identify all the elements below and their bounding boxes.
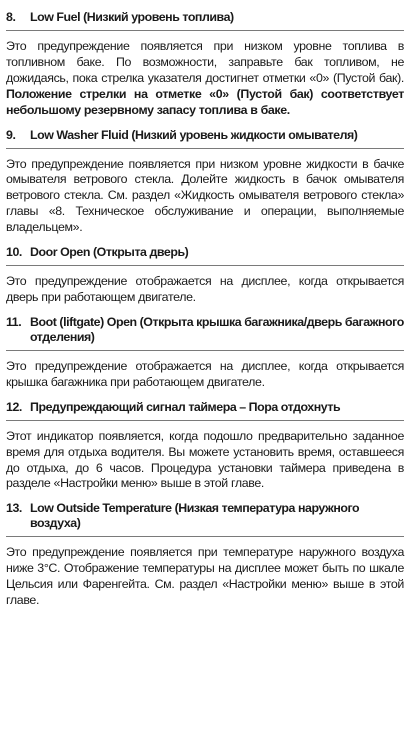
- section-heading: [6, 10, 404, 25]
- section-heading: [6, 315, 404, 345]
- section-divider: [6, 30, 404, 31]
- section-body: [6, 39, 404, 119]
- section-number: 9.: [6, 127, 16, 142]
- section-heading: [6, 501, 404, 531]
- section-heading: [6, 128, 404, 143]
- section-number: 12.: [6, 399, 22, 414]
- section-title: Low Washer Fluid (Низкий уровень жидкости омывателя): [30, 127, 358, 142]
- section-divider: [6, 148, 404, 149]
- section-heading: [6, 245, 404, 260]
- section-heading: [6, 400, 404, 415]
- section-body-bold-text: Положение стрелки на отметке «0» (Пустой бак) соответствует небольшому резервному запасу топлива в баке.: [6, 86, 404, 117]
- section-number: 8.: [6, 10, 16, 24]
- section-low-washer-fluid: [6, 128, 404, 237]
- section-title: Low Fuel (Низкий уровень топлива): [30, 10, 234, 24]
- section-number: 10.: [6, 245, 22, 260]
- section-body: Это предупреждение отображается на дисплее, когда открывается дверь при работающем двигателе.: [6, 274, 404, 304]
- section-boot-open: [6, 315, 404, 391]
- section-body-text: Это предупреждение появляется при низком уровне топлива в топливном баке. По возможности, заправьте бак топливом, не дожидаясь, пока стрелка указателя достигнет отметки «0» (Пустой бак).: [6, 39, 404, 85]
- section-body: Это предупреждение отображается на дисплее, когда открывается крышка багажника при работающем двигателе.: [6, 358, 404, 389]
- section-title: Low Outside Temperature (Низкая температура наружного воздуха): [30, 501, 360, 531]
- section-body: Это предупреждение появляется при температуре наружного воздуха ниже 3°C. Отображение температуры на дисплее может быть по шкале Цельсия или Фаренгейта. См. раздел «Настройки меню» выше в этой главе.: [6, 545, 404, 608]
- section-low-outside-temperature: [6, 501, 404, 609]
- section-divider: [6, 265, 404, 266]
- section-number: 11.: [6, 314, 22, 329]
- section-low-fuel: [6, 10, 404, 119]
- section-door-open: [6, 245, 404, 306]
- section-divider: [6, 536, 404, 537]
- section-divider: [6, 350, 404, 351]
- section-title: Door Open (Открыта дверь): [30, 245, 189, 260]
- section-body: Это предупреждение появляется при низком уровне жидкости в бачке омывателя ветрового стекла. Долейте жидкость в бачок омывателя ветрового стекла. См. раздел «Жидкость омывателя ветрового стекла» главы «8. Техническое обслуживание и операции, выполняемые владельцем».: [6, 156, 404, 235]
- section-number: 13.: [6, 501, 22, 516]
- section-title: Предупреждающий сигнал таймера – Пора отдохнуть: [30, 399, 341, 414]
- section-title: Boot (liftgate) Open (Открыта крышка багажника/дверь багажного отделения): [30, 314, 404, 344]
- section-body: Этот индикатор появляется, когда подошло предварительно заданное время для отдыха водителя. Вы можете установить время, оставшееся до отдыха, до 6 часов. Процедура установки таймера приведена в разделе «Настройки меню» выше в этой главе.: [6, 428, 404, 491]
- section-divider: [6, 420, 404, 421]
- section-rest-timer: [6, 400, 404, 493]
